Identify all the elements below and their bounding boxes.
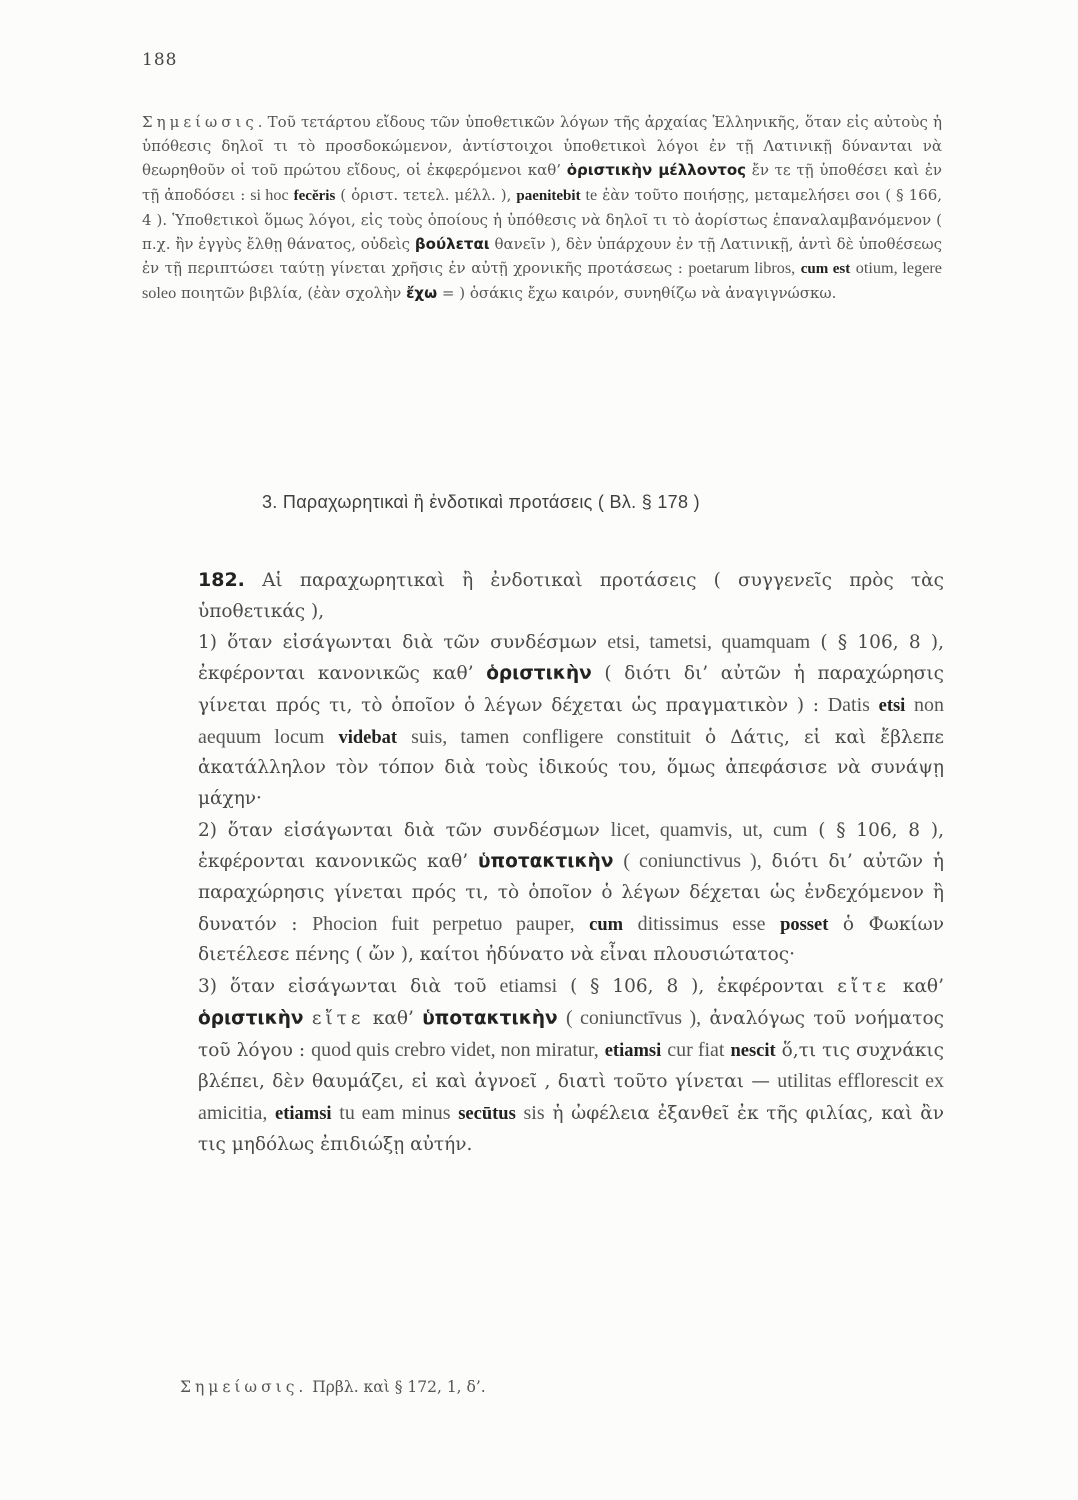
latin-text: Datis — [827, 693, 870, 716]
latin-text: utilitas efflorescit ex amicitia, — [198, 1070, 944, 1124]
latin-bold: secūtus — [458, 1103, 516, 1124]
latin-text: ( coniunctivus ), — [623, 850, 762, 873]
latin-text: tu eam minus — [339, 1101, 451, 1124]
text-segment: ἀναλόγως τοῦ νοήματος τοῦ λόγου : — [198, 1007, 944, 1061]
text-segment: ( ὁριστ. τετελ. μέλλ. ), — [340, 185, 512, 204]
text-segment: ( διότι δι’ αὐτῶν ἡ παραχώρησις γίνεται πρός τι, τὸ ὁποῖον ὁ λέγων δέχεται ὡς πραγματικὸν ) : — [198, 663, 944, 716]
latin-text: Phocion fuit perpetuo pauper, — [312, 912, 575, 935]
text-segment: ὁ Δάτις, εἰ καὶ ἔβλεπε ἀκατάλληλον τὸν τόπον διὰ τοὺς ἰδικούς του, ὅμως ἀπεφάσισε νὰ συνάψῃ μάχην· — [198, 726, 944, 809]
rule-2 — [142, 815, 944, 972]
text-segment: ποιητῶν βιβλία, (ἐὰν σχολὴν — [180, 284, 402, 303]
text-segment: ( § 106, 8 ), ἐκφέρονται κανονικῶς καθ’ — [198, 819, 944, 873]
note-label: Σημείωσις. — [180, 1378, 308, 1396]
bold-term: ὁριστικὴν μέλλοντος — [566, 161, 747, 180]
latin-bold: etiamsi — [604, 1040, 662, 1061]
final-note — [180, 1378, 486, 1396]
latin-bold: nescit — [730, 1040, 776, 1061]
text-segment: 1) ὅταν εἰσάγωνται διὰ τῶν συνδέσμων — [198, 632, 598, 654]
subsection-heading: 3. Παραχωρητικαὶ ἢ ἐνδοτικαὶ προτάσεις ( Βλ. § 178 ) — [262, 492, 700, 512]
bold-term: ἔχω — [406, 284, 438, 303]
bold-term: ὁριστικὴν — [198, 1007, 304, 1029]
text-segment: 2) ὅταν εἰσάγωνται διὰ τῶν συνδέσμων — [198, 819, 600, 841]
latin-text: otium, legere soleo — [142, 259, 942, 303]
latin-bold: cum est — [800, 261, 851, 278]
latin-text: ( coniunctīvus ), — [565, 1006, 702, 1029]
latin-bold: fecĕris — [293, 187, 336, 204]
note-paragraph — [142, 110, 942, 306]
text-segment: = ) ὁσάκις ἔχω καιρόν, συνηθίζω νὰ ἀναγιγνώσκω. — [441, 284, 837, 303]
text-segment: ὅ,τι τις συχνάκις βλέπει, δὲν θαυμάζει, εἰ καὶ ἀγνοεῖ , διατὶ τοῦτο γίνεται — — [198, 1039, 945, 1093]
latin-bold: paenitebit — [516, 187, 581, 204]
bold-term: ὁριστικὴν — [486, 663, 592, 685]
text-segment: ἐὰν τοῦτο ποιήσῃς, μεταμελήσει σοι ( § 166, 4 ). Ὑποθετικοὶ ὅμως λόγοι, εἰς τοὺς ὁποίους ἡ ὑπόθεσις νὰ δηλοῖ τι τὸ ἀορίστως ἐπαναλαμβανόμενον ( π.χ. ἢν ἐγγὺς ἔλθῃ θάνατος, οὐδεὶς — [142, 185, 943, 254]
latin-text: non aequum locum — [198, 693, 944, 748]
bold-term: ὑποτακτικὴν — [422, 1007, 558, 1029]
spaced-word: εἴτε — [837, 976, 890, 998]
text-segment: . Τοῦ τετάρτου εἴδους τῶν ὑποθετικῶν λόγων τῆς ἀρχαίας Ἑλληνικῆς, ὅταν εἰς αὐτοὺς ἡ ὑπόθεσις δηλοῖ τι τὸ προσδοκώμενον, ἀντίστοιχοι ὑποθετικοὶ λόγοι ἐν τῇ Λατινικῇ δύνανται νὰ θεωρηθοῦν οἱ τοῦ πρώτου εἴδους, οἱ ἐκφερόμενοι καθ’ — [142, 113, 942, 180]
latin-text: cur fiat — [667, 1038, 725, 1061]
page-number: 188 — [142, 50, 178, 70]
latin-text: sis — [523, 1101, 545, 1124]
spaced-word: εἴτε — [311, 1007, 365, 1029]
latin-bold: etiamsi — [275, 1103, 332, 1124]
text-segment: Αἱ παραχωρητικαὶ ἢ ἐνδοτικαὶ προτάσεις ( συγγενεῖς πρὸς τὰς ὑποθετικάς ), — [198, 570, 944, 622]
bold-term: βούλεται — [414, 235, 490, 254]
latin-bold: videbat — [338, 727, 398, 748]
latin-bold: posset — [780, 914, 829, 935]
latin-text: etiamsi — [499, 975, 558, 998]
section-182 — [142, 565, 944, 1160]
latin-text: licet, quamvis, ut, cum — [610, 818, 808, 841]
text-segment: 3) ὅταν εἰσάγωνται διὰ τοῦ — [198, 976, 487, 998]
text-segment: ( § 106, 8 ), ἐκφέρονται — [570, 976, 825, 998]
latin-text: te — [585, 185, 598, 204]
text-segment: ( § 106, 8 ), ἐκφέρονται κανονικῶς καθ’ — [198, 632, 944, 685]
rule-3 — [142, 971, 944, 1160]
latin-bold: cum — [589, 914, 624, 935]
text-segment: Πρβλ. καὶ § 172, 1, δ’. — [312, 1378, 486, 1396]
bold-term: ὑποτακτικὴν — [478, 851, 614, 873]
latin-text: si hoc — [250, 185, 289, 204]
latin-text: suis, tamen confligere constituit — [411, 725, 691, 748]
latin-text: quod quis crebro videt, non miratur, — [311, 1038, 599, 1061]
note-label: Σημείωσις — [142, 113, 258, 131]
text-segment: ἔν τε τῇ ὑποθέσει καὶ ἐν τῇ ἀποδόσει : — [142, 161, 942, 204]
text-segment: καθ’ — [372, 1007, 414, 1029]
text-segment: ὁ Φωκίων διετέλεσε πένης ( ὤν ), καίτοι ἠδύνατο νὰ εἶναι πλουσιώτατος· — [198, 913, 944, 966]
text-segment: καθ’ — [902, 976, 944, 998]
latin-text: poetarum libros, — [688, 259, 796, 278]
latin-text: ditissimus esse — [637, 912, 766, 935]
text-segment: θανεῖν ), δὲν ὑπάρχουν ἐν τῇ Λατινικῇ, ἀντὶ δὲ ὑποθέσεως ἐν τῇ περιπτώσει ταύτῃ γίνεται χρῆσις ἐν αὐτῇ χρονικῆς προτάσεως : — [142, 235, 942, 278]
latin-text: etsi, tametsi, quamquam — [607, 631, 811, 654]
latin-bold: etsi — [878, 695, 906, 716]
text-segment: διότι δι’ αὐτῶν ἡ παραχώρησις γίνεται πρός τι, τὸ ὁποῖον ὁ λέγων δέχεται ὡς ἐνδεχόμενον ἢ δυνατόν : — [198, 851, 944, 935]
section-intro — [142, 565, 944, 627]
text-segment: ἡ ὠφέλεια ἐξανθεῖ ἐκ τῆς φιλίας, καὶ ἂν τις μηδόλως ἐπιδιώξῃ αὐτήν. — [198, 1102, 944, 1155]
rule-1 — [142, 627, 944, 814]
section-number: 182. — [198, 569, 245, 591]
